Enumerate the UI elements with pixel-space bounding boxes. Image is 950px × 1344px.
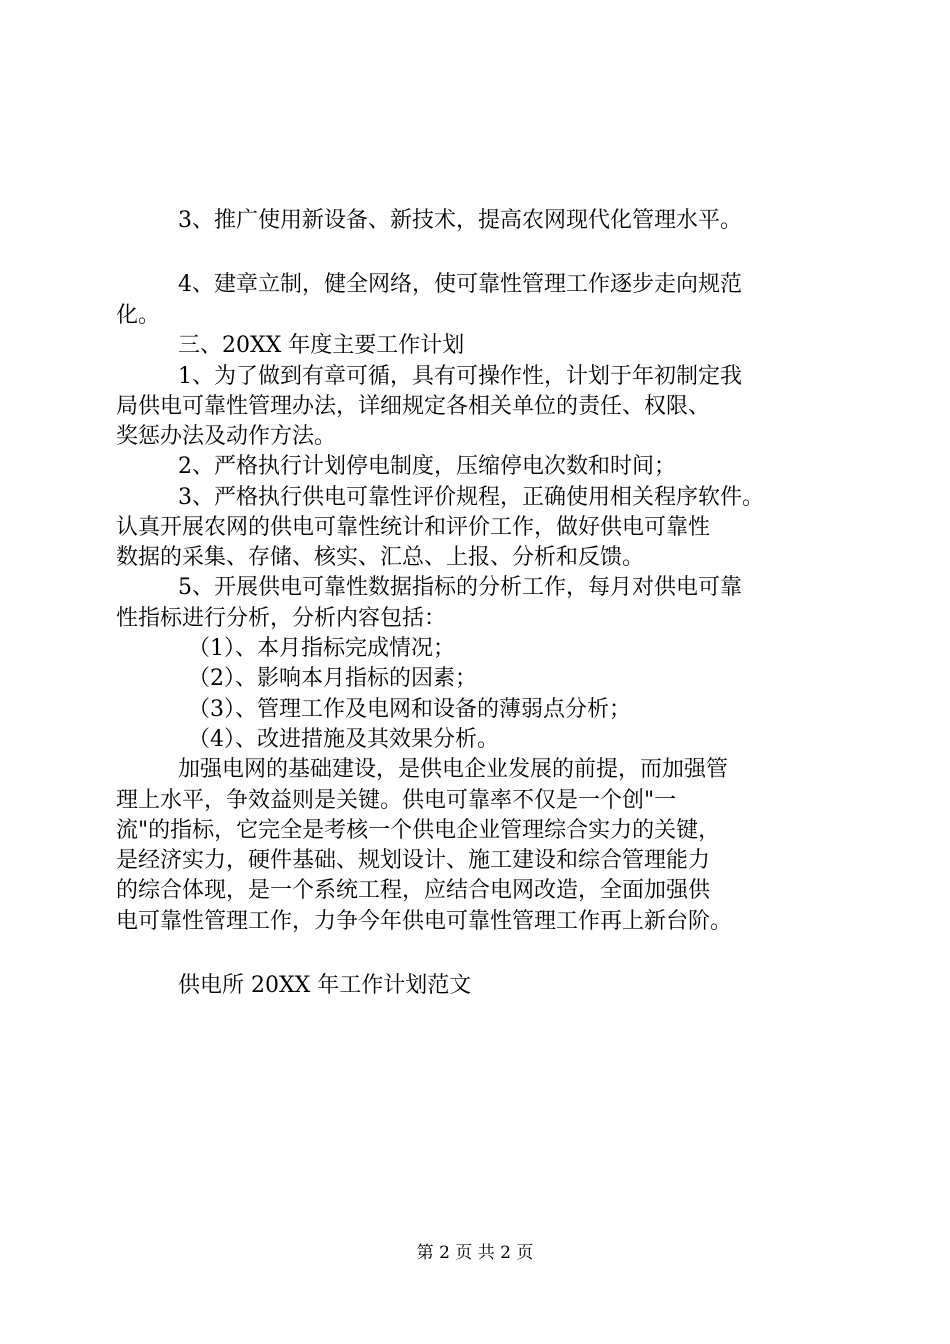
- list-item: （2）、影响本月指标的因素；: [188, 666, 477, 691]
- document-title-line: 供电所 20XX 年工作计划范文: [178, 973, 472, 998]
- paragraph-line: 流"的指标，它完全是考核一个供电企业管理综合实力的关键，: [116, 818, 721, 843]
- list-item: （3）、管理工作及电网和设备的薄弱点分析；: [188, 697, 631, 722]
- paragraph-line: 化。: [116, 303, 161, 328]
- paragraph-line: 数据的采集、存储、核实、汇总、上报、分析和反馈。: [116, 545, 645, 570]
- paragraph-line: 是经济实力，硬件基础、规划设计、施工建设和综合管理能力: [116, 848, 711, 873]
- paragraph-line: 2、严格执行计划停电制度，压缩停电次数和时间；: [178, 454, 676, 479]
- paragraph-line: 5、开展供电可靠性数据指标的分析工作，每月对供电可靠: [178, 575, 742, 600]
- paragraph-line: 性指标进行分析，分析内容包括：: [116, 606, 447, 631]
- paragraph-line: 4、建章立制，健全网络，使可靠性管理工作逐步走向规范: [178, 272, 742, 297]
- paragraph-line: 1、为了做到有章可循，具有可操作性，计划于年初制定我: [178, 364, 742, 389]
- paragraph-line: 电可靠性管理工作，力争今年供电可靠性管理工作再上新台阶。: [116, 909, 733, 934]
- section-heading: 三、20XX 年度主要工作计划: [178, 333, 465, 358]
- paragraph-line: 奖惩办法及动作方法。: [116, 424, 337, 449]
- list-item: （1）、本月指标完成情况；: [188, 636, 455, 661]
- paragraph-line: 认真开展农网的供电可靠性统计和评价工作，做好供电可靠性: [116, 515, 711, 540]
- paragraph-line: 3、推广使用新设备、新技术，提高农网现代化管理水平。: [178, 208, 742, 233]
- page-number: 第 2 页 共 2 页: [416, 1243, 534, 1263]
- paragraph-line: 的综合体现，是一个系统工程，应结合电网改造，全面加强供: [116, 878, 711, 903]
- list-item: （4）、改进措施及其效果分析。: [188, 727, 499, 752]
- paragraph-line: 加强电网的基础建设，是供电企业发展的前提，而加强管: [178, 757, 729, 782]
- paragraph-line: 3、严格执行供电可靠性评价规程，正确使用相关程序软件。: [178, 485, 764, 510]
- paragraph-line: 理上水平，争效益则是关键。供电可靠率不仅是一个创"一: [116, 788, 677, 813]
- paragraph-line: 局供电可靠性管理办法，详细规定各相关单位的责任、权限、: [116, 394, 711, 419]
